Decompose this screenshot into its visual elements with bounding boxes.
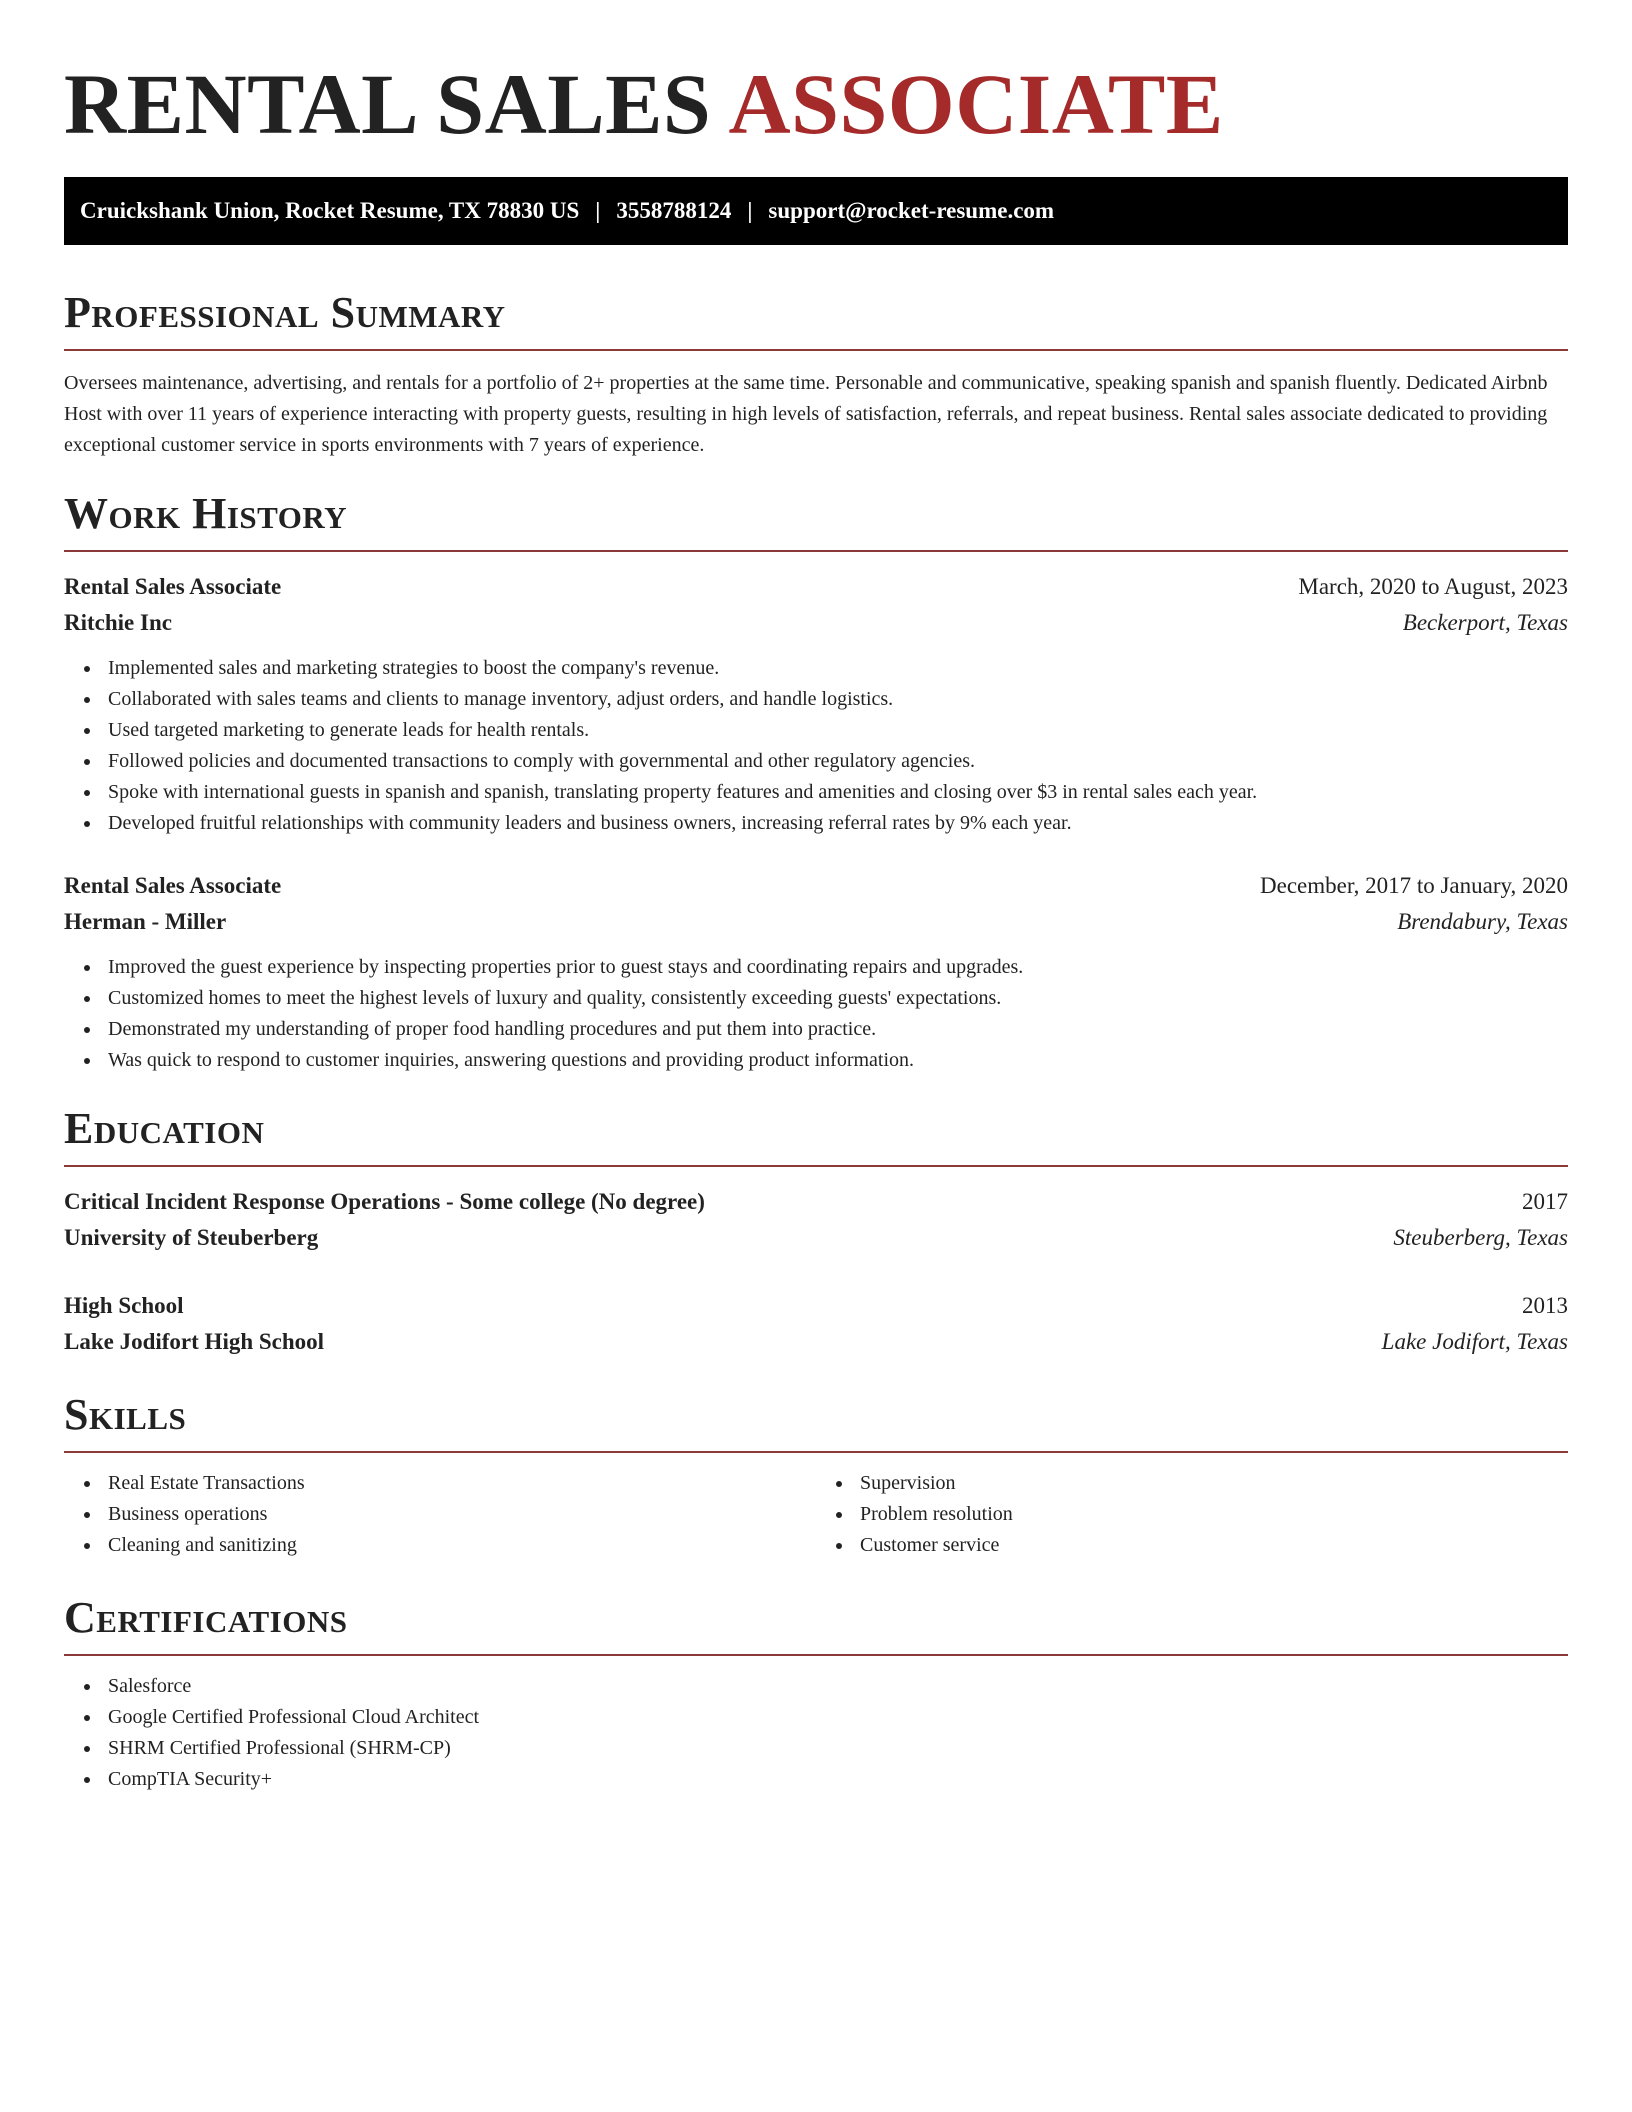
job-bullet: Implemented sales and marketing strategies to boost the company's revenue. (108, 653, 1568, 684)
job-dates: December, 2017 to January, 2020 (1260, 873, 1568, 898)
job-bullet: Used targeted marketing to generate leads for health rentals. (108, 715, 1568, 746)
certifications-heading: Certifications (64, 1593, 348, 1642)
education-entry (64, 1184, 1568, 1256)
job-company: Herman - Miller (64, 909, 227, 934)
certification-item: CompTIA Security+ (108, 1764, 1568, 1795)
section-divider (64, 1654, 1568, 1656)
skills-section (64, 1389, 1568, 1561)
summary-text: Oversees maintenance, advertising, and rentals for a portfolio of 2+ properties at the same time. Personable and communicative, speaking spanish and spanish fluently. Dedicated Airbnb Host with over 11 years of experience interacting with property guests, resulting in high levels of satisfaction, referrals, and repeat business. Rental sales associate dedicated to providing exceptional customer service in sports environments with 7 years of experience. (64, 372, 1548, 456)
education-heading: Education (64, 1104, 265, 1153)
contact-separator: | (595, 198, 601, 223)
section-divider (64, 550, 1568, 552)
summary-section (64, 287, 1568, 461)
job-title-row (64, 569, 1568, 605)
education-degree: High School (64, 1293, 184, 1318)
work-history-heading: Work History (64, 489, 348, 538)
skill-item: Customer service (860, 1530, 1568, 1561)
contact-phone: 3558788124 (616, 198, 732, 223)
skill-item: Supervision (860, 1468, 1568, 1499)
education-degree: Critical Incident Response Operations - Some college (No degree) (64, 1189, 705, 1214)
skill-item: Real Estate Transactions (108, 1468, 816, 1499)
job-title: Rental Sales Associate (64, 873, 282, 898)
education-section (64, 1103, 1568, 1360)
education-location: Lake Jodifort, Texas (1381, 1329, 1568, 1354)
education-entry (64, 1288, 1568, 1360)
job-bullet: Demonstrated my understanding of proper food handling procedures and put them into practice. (108, 1014, 1568, 1045)
job-entry (64, 868, 1568, 1076)
contact-separator: | (747, 198, 753, 223)
job-entry (64, 569, 1568, 839)
job-company-row (64, 904, 1568, 940)
education-degree-row (64, 1184, 1568, 1220)
job-company-row (64, 605, 1568, 641)
job-company: Ritchie Inc (64, 610, 172, 635)
certifications-section (64, 1592, 1568, 1795)
section-divider (64, 1451, 1568, 1453)
summary-heading: Professional Summary (64, 288, 506, 337)
certification-item: Google Certified Professional Cloud Architect (108, 1702, 1568, 1733)
skills-list-left (64, 1468, 816, 1561)
education-school: Lake Jodifort High School (64, 1329, 325, 1354)
job-bullet: Was quick to respond to customer inquiries, answering questions and providing product information. (108, 1045, 1568, 1076)
job-title-row (64, 868, 1568, 904)
skill-item: Cleaning and sanitizing (108, 1530, 816, 1561)
job-location: Beckerport, Texas (1402, 610, 1568, 635)
education-year: 2017 (1522, 1189, 1568, 1214)
education-school: University of Steuberberg (64, 1225, 319, 1250)
job-bullet: Improved the guest experience by inspecting properties prior to guest stays and coordinating repairs and upgrades. (108, 952, 1568, 983)
title-job-accent: ASSOCIATE (728, 56, 1224, 152)
section-divider (64, 349, 1568, 351)
certification-item: SHRM Certified Professional (SHRM-CP) (108, 1733, 1568, 1764)
education-degree-row (64, 1288, 1568, 1324)
certification-item: Salesforce (108, 1671, 1568, 1702)
job-bullet: Customized homes to meet the highest levels of luxury and quality, consistently exceeding guests' expectations. (108, 983, 1568, 1014)
education-school-row (64, 1220, 1568, 1256)
job-bullet: Collaborated with sales teams and clients to manage inventory, adjust orders, and handle logistics. (108, 684, 1568, 715)
contact-bar (64, 177, 1568, 245)
certifications-list (64, 1671, 1568, 1795)
work-history-section (64, 488, 1568, 1076)
job-bullets (64, 952, 1568, 1076)
job-title: Rental Sales Associate (64, 574, 282, 599)
job-bullet: Spoke with international guests in spanish and spanish, translating property features and amenities and closing over $3 in rental sales each year. (108, 777, 1568, 808)
skill-item: Business operations (108, 1499, 816, 1530)
title-job-name: RENTAL SALES (64, 56, 712, 152)
education-year: 2013 (1522, 1293, 1568, 1318)
skill-item: Problem resolution (860, 1499, 1568, 1530)
resume-title (64, 0, 1568, 150)
job-bullet: Followed policies and documented transactions to comply with governmental and other regulatory agencies. (108, 746, 1568, 777)
contact-address: Cruickshank Union, Rocket Resume, TX 78830 US (80, 198, 580, 223)
section-divider (64, 1165, 1568, 1167)
contact-email: support@rocket-resume.com (768, 198, 1055, 223)
job-dates: March, 2020 to August, 2023 (1298, 574, 1568, 599)
education-location: Steuberberg, Texas (1393, 1225, 1568, 1250)
skills-columns (64, 1468, 1568, 1561)
education-school-row (64, 1324, 1568, 1360)
job-bullets (64, 653, 1568, 839)
job-bullet: Developed fruitful relationships with community leaders and business owners, increasing referral rates by 9% each year. (108, 808, 1568, 839)
job-location: Brendabury, Texas (1397, 909, 1568, 934)
skills-heading: Skills (64, 1390, 187, 1439)
skills-list-right (816, 1468, 1568, 1561)
